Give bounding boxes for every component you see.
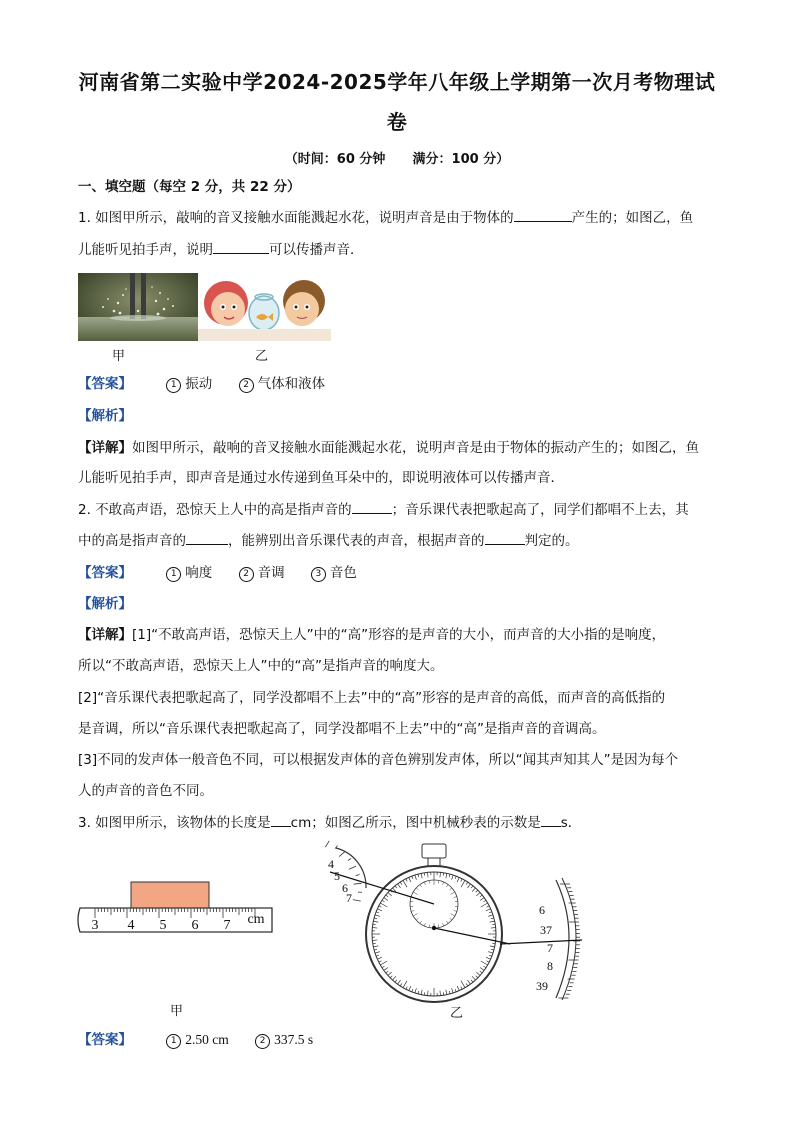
exam-title-line1: 河南省第二实验中学2024-2025学年八年级上学期第一次月考物理试 <box>78 70 716 94</box>
q2-blank-1[interactable] <box>352 499 392 514</box>
sec-dial-label-37: 37 <box>540 923 552 937</box>
q1-caption-b: 乙 <box>255 349 269 364</box>
q2-detail-line5: [3]不同的发声体一般音色不同，可以根据发声体的音色辨别发声体，所以“闻其声知其人”是因为每个 <box>78 752 679 768</box>
q3-caption-a: 甲 <box>170 1004 184 1019</box>
minute-enlarged-tick <box>348 858 351 860</box>
q1-answer-2: 2 气体和液体 <box>239 373 326 395</box>
q1-text-line2 <box>78 239 718 261</box>
q1-blank-1[interactable] <box>514 207 572 222</box>
min-dial-label-6: 6 <box>342 881 348 895</box>
q1-caption-a: 甲 <box>112 349 126 364</box>
q1-text-part: 1. 如图甲所示，敲响的音叉接触水面能溅起水花，说明声音是由于物体的 <box>78 210 514 226</box>
q2-detail-line4: 是音调，所以“音乐课代表把歌起高了，同学没都唱不上去”中的“高”是指声音的音调高。 <box>78 721 606 737</box>
q2-detail-line1: 【详解】[1]“不敢高声语，恐惊天上人”中的“高”形容的是声音的大小，而声音的大小指的是响度， <box>78 627 666 643</box>
q3-blank-2[interactable] <box>541 812 561 827</box>
min-dial-label-7: 7 <box>346 891 352 905</box>
q1-detail-line2: 儿能听见拍手声，即声音是通过水传递到鱼耳朵中的，即说明液体可以传播声音． <box>78 470 564 486</box>
q2-answer-2: 2 音调 <box>239 562 285 584</box>
q1-text-part: 儿能听见拍手声，说明 <box>78 242 213 258</box>
q2-answer-row: 【答案】 1 响度 2 音调 3 音色 <box>78 562 718 584</box>
exam-title-line2: 卷 <box>386 110 408 134</box>
ruler-label-4: 4 <box>127 918 135 933</box>
minute-enlarged-tick <box>339 852 345 857</box>
min-dial-label-4: 4 <box>328 857 334 871</box>
tuning-fork-photo <box>78 273 198 341</box>
sec-dial-label-6: 6 <box>539 903 545 917</box>
q1-analysis-tag: 【解析】 <box>78 408 132 424</box>
q1-blank-2[interactable] <box>213 239 269 254</box>
ruler-unit: cm <box>247 912 265 927</box>
minute-enlarged-tick <box>354 883 362 884</box>
q3-answer-2: 2 337.5 s <box>255 1029 313 1051</box>
q1-text-line1 <box>78 207 718 229</box>
min-dial-label-5: 5 <box>334 869 340 883</box>
minute-enlarged-tick <box>356 875 360 876</box>
section-heading: 一、填空题（每空 2 分，共 22 分） <box>78 179 301 195</box>
q1-text-part: 产生的；如图乙，鱼 <box>571 210 694 226</box>
q2-detail-line6: 人的声音的音色不同。 <box>78 783 213 799</box>
q2-analysis-tag: 【解析】 <box>78 596 132 612</box>
ruler-label-5: 5 <box>159 918 167 933</box>
q3-answer-row: 【答案】 1 2.50 cm 2 337.5 s <box>78 1029 718 1051</box>
q2-answer-1: 1 响度 <box>166 562 212 584</box>
sec-dial-label-7: 7 <box>547 941 553 955</box>
q3-text-line1: 3. 如图甲所示，该物体的长度是 cm；如图乙所示，图中机械秒表的示数是 s． <box>78 812 718 834</box>
q2-answer-3: 3 音色 <box>311 562 357 584</box>
q2-blank-2[interactable] <box>186 530 228 545</box>
q2-detail-line3: [2]“音乐课代表把歌起高了，同学没都唱不上去”中的“高”形容的是声音的高低，而声音的高低指的 <box>78 690 666 706</box>
q2-blank-3[interactable] <box>485 530 525 545</box>
q1-answer-1: 1 振动 <box>166 373 212 395</box>
ruler-label-3: 3 <box>91 918 99 933</box>
q2-text-line1: 2. 不敢高声语，恐惊天上人中的高是指声音的 ；音乐课代表把歌起高了，同学们都唱不上去，其 <box>78 499 718 521</box>
q1-answer-row <box>78 373 718 395</box>
stopwatch-figure <box>320 840 590 1005</box>
q2-detail-line2: 所以“不敢高声语，恐惊天上人”中的“高”是指声音的响度大。 <box>78 658 444 674</box>
minute-enlarged-tick <box>353 900 361 901</box>
ruler-label-7: 7 <box>223 918 231 933</box>
q3-answer-1: 1 2.50 cm <box>166 1029 229 1051</box>
q3-blank-1[interactable] <box>271 812 291 827</box>
ruler-label-6: 6 <box>191 918 199 933</box>
sec-dial-label-39: 39 <box>536 979 548 993</box>
minute-enlarged-tick <box>325 841 329 847</box>
ruler-figure <box>76 878 276 938</box>
q2-text-line2: 中的高是指声音的 ，能辨别出音乐课代表的声音，根据声音的 判定的。 <box>78 530 718 552</box>
q1-text-part: 可以传播声音． <box>269 242 364 258</box>
minute-enlarged-tick <box>349 866 356 869</box>
q1-detail-line1: 【详解】如图甲所示，敲响的音叉接触水面能溅起水花，说明声音是由于物体的振动产生的；如图乙，鱼 <box>78 440 699 456</box>
sec-dial-label-8: 8 <box>547 959 553 973</box>
q3-caption-b: 乙 <box>450 1006 464 1021</box>
fish-bowl-picture <box>198 273 331 341</box>
answer-tag: 【答案】 <box>78 376 132 392</box>
exam-subtitle: （时间：60 分钟 满分：100 分） <box>284 152 510 167</box>
